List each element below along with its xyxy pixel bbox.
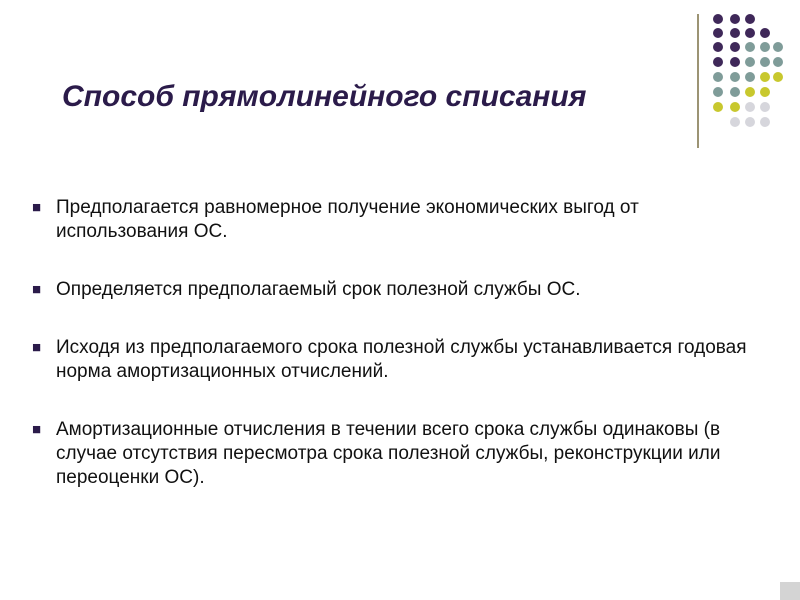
decorative-dot — [745, 102, 755, 112]
square-bullet-icon: ■ — [32, 281, 42, 298]
decorative-dot — [745, 14, 755, 24]
bullet-text: Предполагается равномерное получение экономических выгод от использования ОС. — [56, 197, 639, 242]
decorative-dot — [745, 28, 755, 38]
decorative-dot — [713, 28, 723, 38]
decorative-dot — [713, 57, 723, 67]
decorative-dot — [730, 42, 740, 52]
decorative-dot-grid — [0, 0, 800, 160]
bullet-item — [32, 336, 762, 384]
decorative-dot — [745, 42, 755, 52]
decorative-dot — [713, 72, 723, 82]
bullet-text: Амортизационные отчисления в течении всего срока службы одинаковы (в случае отсутствия пересмотра срока полезной службы, реконструкции или переоценки ОС). — [56, 419, 721, 488]
decorative-dot — [745, 72, 755, 82]
decorative-dot — [713, 87, 723, 97]
decorative-dot — [760, 28, 770, 38]
decorative-dot — [730, 14, 740, 24]
slide-title: Способ прямолинейного списания — [62, 80, 587, 113]
decorative-dot — [745, 87, 755, 97]
decorative-dot — [760, 87, 770, 97]
decorative-dot — [730, 117, 740, 127]
decorative-dot — [713, 14, 723, 24]
decorative-dot — [730, 28, 740, 38]
decorative-dot — [760, 72, 770, 82]
decorative-dot — [730, 87, 740, 97]
bullet-item — [32, 418, 762, 490]
decorative-dot — [760, 57, 770, 67]
decorative-dot — [760, 117, 770, 127]
decorative-dot — [745, 57, 755, 67]
decorative-dot — [760, 42, 770, 52]
decorative-dot — [773, 42, 783, 52]
square-bullet-icon: ■ — [32, 339, 42, 356]
square-bullet-icon: ■ — [32, 421, 42, 438]
bullet-item — [32, 278, 762, 302]
decorative-dot — [713, 102, 723, 112]
decorative-dot — [713, 42, 723, 52]
decorative-dot — [773, 57, 783, 67]
bullet-text: Определяется предполагаемый срок полезной службы ОС. — [56, 279, 581, 300]
square-bullet-icon: ■ — [32, 199, 42, 216]
decorative-dot — [730, 72, 740, 82]
decorative-dot — [730, 102, 740, 112]
decorative-dot — [745, 117, 755, 127]
bullet-list — [32, 196, 762, 524]
corner-mark — [780, 582, 800, 600]
decorative-dot — [730, 57, 740, 67]
decorative-dot — [760, 102, 770, 112]
bullet-item — [32, 196, 762, 244]
decorative-dot — [773, 72, 783, 82]
bullet-text: Исходя из предполагаемого срока полезной службы устанавливается годовая норма амортизационных отчислений. — [56, 337, 747, 382]
